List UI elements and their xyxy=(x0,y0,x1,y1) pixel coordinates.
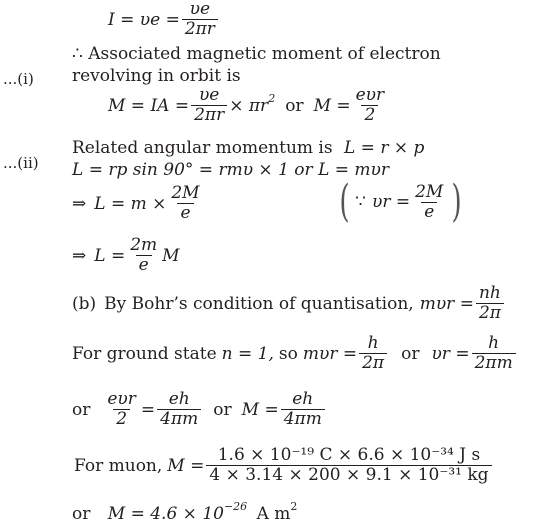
moment-deriv-frac-3 xyxy=(281,390,325,429)
ground-num-2: h xyxy=(488,333,500,353)
ground-or: or xyxy=(401,343,420,364)
moment-deriv-num-2: eh xyxy=(168,389,190,409)
moment-mid: × $\pi r^2$ xyxy=(229,91,276,116)
moment-or: or xyxy=(285,95,304,116)
ground-den-1: 2π xyxy=(359,353,387,373)
angular-vector-expr: L = r × p xyxy=(343,138,425,158)
bohr-condition xyxy=(72,284,506,323)
moment-num-1: υe xyxy=(198,85,220,105)
l-step1-den: e xyxy=(177,203,193,223)
angular-text-line xyxy=(72,138,424,158)
angular-text: Related angular momentum is xyxy=(72,138,333,158)
muon-equation xyxy=(74,446,494,485)
muon-lhs: M = xyxy=(167,455,205,476)
arrow-2: ⇒ xyxy=(72,245,87,266)
equation-tag-ii: ...(ii) xyxy=(3,154,39,172)
ground-lhs-2: υr = xyxy=(431,343,470,364)
muon-den: 4 × 3.14 × 200 × 9.1 × 10⁻³¹ kg xyxy=(206,465,491,485)
moment-deriv-num-3: eh xyxy=(292,389,314,409)
current-den: 2πr xyxy=(182,19,218,39)
l-step2-num: 2m xyxy=(130,235,158,255)
current-equation xyxy=(108,0,220,39)
l-step2-frac xyxy=(127,236,160,275)
moment-or-2: or xyxy=(213,399,232,420)
bohr-lhs: mυr = xyxy=(419,293,474,314)
associated-line-2: revolving in orbit is xyxy=(72,66,241,86)
l-step2-lhs: L = xyxy=(94,245,126,266)
moment-derivation xyxy=(72,390,327,429)
moment-deriv-den-1: 2 xyxy=(113,409,130,429)
l-derivation-step-2 xyxy=(72,236,180,275)
because-frac xyxy=(412,183,446,222)
right-paren: ) xyxy=(451,176,463,227)
angular-l-equation: L = rp sin 90° = rmυ × 1 or L = mυr xyxy=(72,160,389,180)
bohr-num: nh xyxy=(478,283,501,303)
moment-deriv-lhs: M = xyxy=(241,399,279,420)
ground-state-equation xyxy=(72,334,518,373)
ground-so: so xyxy=(278,343,298,364)
moment-num-2: eυr xyxy=(355,85,385,105)
result-value: $M = 4.6 \times 10^{-26}$ xyxy=(107,500,248,524)
moment-frac-1 xyxy=(191,86,227,125)
left-paren: ( xyxy=(339,176,350,227)
l-derivation-step-1 xyxy=(72,184,205,223)
moment-deriv-den-2: 4πm xyxy=(157,409,201,429)
bohr-frac xyxy=(476,284,504,323)
muon-result xyxy=(72,500,298,524)
ground-den-2: 2πm xyxy=(472,353,516,373)
l-step1-num: 2M xyxy=(171,183,200,203)
current-fraction xyxy=(182,0,218,39)
ground-n: n = 1, xyxy=(221,343,274,364)
muon-frac xyxy=(206,446,491,485)
muon-num: 1.6 × 10⁻¹⁹ C × 6.6 × 10⁻³⁴ J s xyxy=(217,445,481,465)
current-lhs: I = υe = xyxy=(108,9,180,30)
result-unit: A $m^2$ xyxy=(256,500,298,524)
associated-line-1: ∴ Associated magnetic moment of electron xyxy=(72,44,441,64)
moment-equation xyxy=(108,86,389,125)
ground-num-1: h xyxy=(367,333,379,353)
l-step1-lhs: L = m × xyxy=(94,193,167,214)
because-den: e xyxy=(421,202,437,222)
moment-deriv-den-3: 4πm xyxy=(281,409,325,429)
muon-label: For muon, xyxy=(74,455,163,476)
ground-text: For ground state xyxy=(72,343,217,364)
l-step2-tail: M xyxy=(162,245,180,266)
current-num: υe xyxy=(189,0,211,19)
because-note xyxy=(336,176,466,227)
bohr-text: By Bohr’s condition of quantisation, xyxy=(104,293,414,314)
moment-deriv-frac-1 xyxy=(104,390,139,429)
ground-frac-2 xyxy=(472,334,516,373)
because-num: 2M xyxy=(415,181,444,202)
moment-or-1: or xyxy=(72,399,91,420)
because-symbol: ∵ xyxy=(355,192,366,212)
part-b-label: (b) xyxy=(72,293,97,314)
moment-deriv-eq: = xyxy=(140,399,156,420)
moment-den-2: 2 xyxy=(361,105,378,125)
moment-deriv-frac-2 xyxy=(157,390,201,429)
because-lhs: υr = xyxy=(372,192,411,212)
moment-frac-2 xyxy=(353,86,388,125)
l-step1-frac xyxy=(168,184,202,223)
l-step2-den: e xyxy=(136,255,152,275)
moment-lhs-2: M = xyxy=(313,95,351,116)
moment-lhs: M = IA = xyxy=(108,95,190,116)
equation-tag-i: ...(i) xyxy=(3,70,34,88)
result-or: or xyxy=(72,504,91,524)
moment-den-1: 2πr xyxy=(191,105,227,125)
bohr-den: 2π xyxy=(476,303,504,323)
ground-lhs: mυr = xyxy=(302,343,358,364)
arrow-1: ⇒ xyxy=(72,193,87,214)
moment-deriv-num-1: eυr xyxy=(107,389,136,409)
ground-frac-1 xyxy=(359,334,387,373)
